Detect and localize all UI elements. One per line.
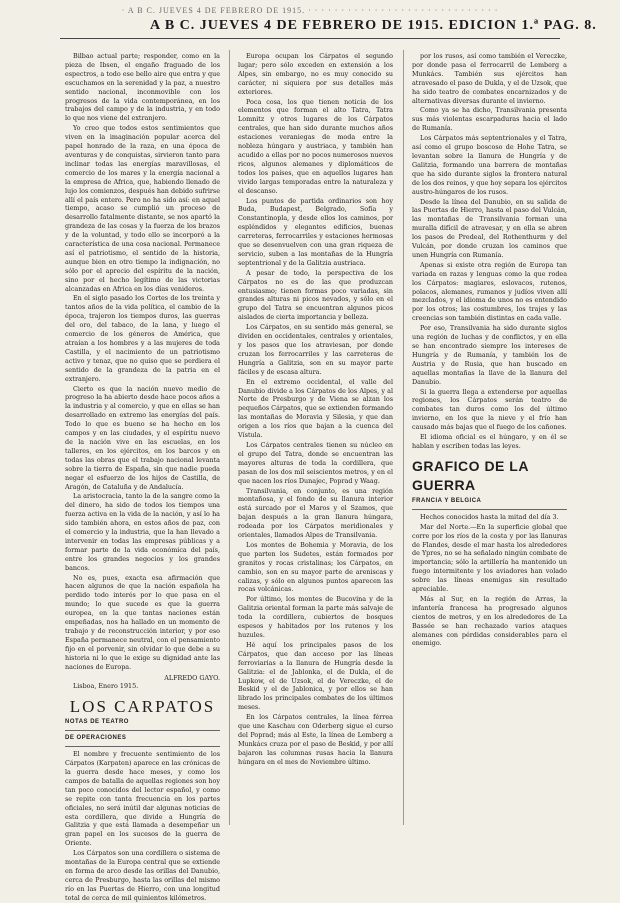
section-subhead-2: DE OPERACIONES	[65, 735, 127, 742]
paragraph: Yo creo que todos estos sentimientos que viven en la imaginación popular acerca del papel honrado de la raza, en una época de aventuras y de conquistas, sirvieron tanto para inclinar todas las energías maravillosas, el comercio de los mares y la energía nacional a la empresa de Africa, que, habiendo llenado de lujo los comienzos, después han debido sufrirse allí el país entero. Pero no ha sido así: en aquel tiempo, acaso se cumplió un proceso de desarrollo fatalmente distante, se nos apartó la grandeza de las cosas y la fuerza de los brazos y de la voluntad, y todo ello se incorporó a la característica de una cosa nacional. Permanece así el patriotismo, el sentido de la historia, aunque bien en otro tiempo la indignación, no sólo por el aprecio del espíritu de la nación, sino por el hecho legítimo de las victorias alcanzadas en Africa en los días venideros.	[65, 124, 220, 293]
paragraph: Por eso, Transilvania ha sido durante siglos una región de luchas y de conflictos, y en ella se han encontrado siempre los intereses de Hungría y de Rumanía, y también los de Austria y de Rusia, que han buscado en aquellas montañas la llave de la llanura del Danubio.	[412, 324, 567, 386]
section-subhead: FRANCIA Y BELGICA	[412, 497, 482, 504]
column-divider	[403, 50, 404, 825]
author-signature: ALFREDO GAYO.	[164, 673, 220, 682]
paragraph: La aristocracia, tanto la de la sangre como la del dinero, ha sido de todos los tiempos una fuerza activa en la vida de la nación, y así lo ha sido también ahora, en estos años de paz, con el comercio y la industria, que la han llevado a intervenir en todas las empresas públicas y a formar parte de la vida económica del país, entre los grandes negocios y los grandes bancos.	[65, 492, 220, 572]
page-header: A B C. JUEVES 4 DE FEBRERO DE 1915. EDICION 1.ª PAG. 8.	[150, 18, 597, 33]
paragraph: Bilbao actual parte; responder, como en la pieza de Ibsen, el engaño fraguado de los espectros, a todo ese bello aire que entra y que escuchamos en la serenidad y la paz, a nuestro sentido nacional, inconmovible con los progresos de la vida contemporánea, en los trabajos del campo y de la industria, y en todo lo que nos viene del extranjero.	[65, 52, 220, 123]
paragraph: En el extremo occidental, el valle del Danubio divide a los Cárpatos de los Alpes, y al Norte de Presburgo y de Viena se alzan los pequeños Cárpatos, que se extienden formando las montañas de Moravia y Silesia, y que dan origen a los ríos que bajan a la cuenca del Vístula.	[238, 377, 393, 440]
column-2	[238, 52, 393, 822]
paragraph: Desde la línea del Danubio, en su salida de las Puertas de Hierro, hasta el paso del Vulcán, las montañas de Transilvania forman una muralla difícil de atravesar, y en ella se abren los pasos de Predeal, del Rothenthurm y del Vulcán, por donde cruzan los caminos que unen Hungría con Rumanía.	[412, 197, 567, 259]
paragraph: En los Cárpatos centrales, la línea férrea que une Kaschau con Oderberg sigue el curso del Poprad; más al Este, la línea de Lemberg a Munkács cruza por el paso de Beskid, y por allí bajaron las columnas rusas hacia la llanura húngara en el mes de Noviembre último.	[238, 713, 393, 766]
paragraph: El idioma oficial es el húngaro, y en él se hablan y escriben todas las leyes.	[412, 433, 567, 450]
column-3	[412, 52, 567, 822]
section-subhead: NOTAS DE TEATRO	[65, 719, 129, 726]
dateline: Lisboa, Enero 1915.	[73, 682, 139, 691]
paragraph: Poca cosa, los que tienen noticia de los elementos que forman el alto Tatra, Tatra Lomnitz y otros lugares de los Cárpatos centrales, que han sido durante muchos años estaciones veraniegas de moda entre la nobleza húngara y austriaca, y también han acudido a ellas por no pocos numerosos nuevos ricos, algunos alemanes y diplomáticos de todos los países, que en aquellos lugares han vivido largas temporadas entre la naturaleza y el descanso.	[238, 97, 393, 195]
paragraph: Por último, los montes de Bucovina y de la Galitzia oriental forman la parte más salvaje de toda la cordillera, cubiertos de bosques espesos y habitados por los rutenos y los huzules.	[238, 595, 393, 639]
paragraph: Si la guerra llega a extenderse por aquellas regiones, los Cárpatos serán teatro de combates tan duros como los del último invierno, en los que la nieve y el frío han causado más bajas que el fuego de los cañones.	[412, 387, 567, 432]
paragraph: Hechos conocidos hasta la mitad del día 3.	[420, 512, 559, 521]
paragraph: Los Cárpatos son una cordillera o sistema de montañas de la Europa central que se extiende en forma de arco desde las orillas del Danubio, cerca de Presburgo, hasta las orillas del mismo río en las Puertas de Hierro, con una longitud total de cerca de mil quinientos kilómetros.	[65, 849, 220, 902]
section-rule	[65, 730, 220, 731]
paragraph: Los Cárpatos más septentrionales y el Tatra, así como el grupo boscoso de Hohe Tatra, se levantan sobre la llanura de Hungría y de Galitzia, formando una barrera de montañas que ha sido durante siglos la frontera natural de los dos reinos, y que hoy separa los ejércitos austro-húngaros de los rusos.	[412, 134, 567, 196]
paragraph: El nombre y frecuente sentimiento de los Cárpatos (Karpaten) aparece en las crónicas de la guerra desde hace meses, y como los campos de batalla de aquellas regiones son hoy tan poco conocidos del lector español, y como se repite con tanta frecuencia en los partes oficiales, no será inútil dar algunas noticias de esta cordillera, que divide a Hungría de Galitzia y que está llamada a desempeñar un gran papel en los sucesos de la guerra de Oriente.	[65, 750, 220, 848]
paragraph: A pesar de todo, la perspectiva de los Cárpatos no es de las que produzcan entusiasmo; tienen formas poco variadas, sin grandes alturas ni picos nevados, y sólo en el grupo del Tatra se encuentran algunos picos aislados de cierta importancia y belleza.	[238, 268, 393, 322]
section-title-carpatos: LOS CARPATOS	[69, 697, 216, 717]
paragraph: Europa ocupan los Cárpatos el segundo lugar; pero sólo exceden en extensión a los Alpes, sin embargo, no es muy conocido su carácter, ni siquiera por sus detalles más exteriores.	[238, 52, 393, 96]
paragraph: Transilvania, en conjunto, es una región montañosa, y el fondo de su llanura interior está surcado por el Maros y el Szamos, que bajan después a la gran llanura húngara, rodeada por los Cárpatos meridionales y orientales, llamados Alpes de Transilvania.	[238, 486, 393, 540]
paragraph: Apenas si existe otra región de Europa tan variada en razas y lenguas como la que rodea los Cárpatos: magiares, eslovacos, rutenos, polacos, alemanes, rumanos y judíos viven allí mezclados, y el idioma de unos no es entendido por los otros; las costumbres, los trajes y las creencias son también distintas en cada valle.	[412, 260, 567, 323]
paragraph: Hé aquí los principales pasos de los Cárpatos, que dan acceso por las líneas ferroviarias a la llanura de Hungría desde la Galitzia: el de Jablonka, el de Dukla, el de Lupkow, el de Uzsok, el de Vereczke, el de Beskid y el de Jablonica, y por ellos se han librado los principales combates de los últimos meses.	[238, 640, 393, 712]
header-rule	[60, 38, 560, 39]
column-1-paragraphs	[65, 52, 220, 672]
paragraph: Los montes de Bohemia y Moravia, de los que parten los Sudetes, están formados por granitos y rocas cristalinas; los Cárpatos, en cambio, son en su mayor parte de areniscas y calizas, y sólo en algunos puntos aparecen las rocas volcánicas.	[238, 540, 393, 594]
carpatos-paragraphs	[65, 750, 220, 902]
paragraph: Mar del Norte.—En la superficie global que corre por los ríos de la costa y por las llanuras de Flandes, desde el mar hasta los alrededores de Ypres, no se ha señalado ningún combate de importancia; sólo la artillería ha mantenido un fuego intermitente y los aviadores han volado sobre las líneas enemigas sin resultado apreciable.	[412, 522, 567, 594]
section-rule	[65, 746, 220, 747]
paragraph: Más al Sur, en la región de Arras, la infantería francesa ha progresado algunos cientos de metros, y en los alrededores de La Bassée se han rechazado varios ataques alemanes con pérdidas considerables para el enemigo.	[412, 594, 567, 648]
paragraph: Como ya se ha dicho, Transilvania presenta sus más violentas escarpaduras hacia el lado de Rumanía.	[412, 106, 567, 133]
grafico-paragraphs	[412, 513, 567, 649]
column-divider	[229, 50, 230, 825]
column-1	[65, 52, 220, 902]
column-3-paragraphs	[412, 52, 567, 451]
column-2-paragraphs	[238, 52, 393, 767]
section-rule	[412, 509, 567, 510]
paragraph: No es, pues, exacta esa afirmación que hacen algunos de que la nación española ha perdido todo interés por lo que pasa en el mundo; lo que sucede es que la guerra europea, en la que tantas naciones están empeñadas, nos ha hallado en un momento de trabajo y de reconstrucción interior, y por eso España permanece neutral, con el pensamiento fijo en el porvenir, sin olvidar lo que debe a su historia ni lo que le exige su dignidad ante las naciones de Europa.	[65, 573, 220, 671]
paragraph: Los Cárpatos centrales tienen su núcleo en el grupo del Tatra, donde se encuentran las mayores alturas de toda la cordillera, que pasan de los dos mil seiscientos metros, y en el que nacen los ríos Dunajec, Poprad y Waag.	[238, 440, 393, 485]
paragraph: En el siglo pasado los Cortes de los treinta y tantos años de la vida política, el cambio de la época, trajeron los tiempos duros, las guerras del oro, del tabaco, de la lana, y luego el comercio de los géneros de América, que atraían a los hombres y a las mujeres de toda Castilla, y el nacimiento de un patriotismo activo y tenaz, que no quiso que se perdiera el sentido de la grandeza de la patria en el extranjero.	[65, 294, 220, 383]
section-title-grafico: GRAFICO DE LA GUERRA	[412, 457, 529, 493]
paragraph: por los rusos, así como también el Vereczke, por donde pasa el ferrocarril de Lemberg a Munkács. También sus ejércitos han atravesado el paso de Dukla, y el de Uzsok, que ha sido teatro de combates encarnizados y de alternativas diversas durante el invierno.	[412, 52, 567, 105]
paragraph: Cierto es que la nación nuevo medio de progreso la ha abierto desde hace pocos años a la industria y al comercio, y que en ellas se han desarrollado en extremo las energías del país. Todo lo que es bueno se ha hecho en los campos y en las ciudades, y el espíritu nuevo de la nación vive en las escuelas, en los talleres, en los ejércitos, en los barcos y en todas las obras que el trabajo nacional levanta sobre la tierra de España, sin que nadie pueda negar el esfuerzo de los hijos de Castilla, de Aragón, de Cataluña y de Andalucía.	[65, 384, 220, 491]
paragraph: Los Cárpatos, en su sentido más general, se dividen en occidentales, centrales y orientales, y los pasos que los atraviesan, por donde cruzan los ferrocarriles y las carreteras de Hungría a Galitzia, son en su mayor parte fáciles y de escasa altura.	[238, 323, 393, 376]
masthead: · A B C. JUEVES 4 DE FEBRERO DE 1915. · · · · · · · · · · · · · · · · · · · · · · · · · · · · ·	[121, 6, 499, 15]
paragraph: Los puntos de partida ordinarios son hoy Buda, Budapest, Belgrado, Sofía y Constantinopla, y desde ellos los caminos, por espléndidos y elegantes edificios, buenas carreteras, ferrocarriles y estaciones hermosas que se desenvuelven con una gran riqueza de servicio, suben a las montañas de la Hungría septentrional y de la Galitzia austriaca.	[238, 196, 393, 267]
